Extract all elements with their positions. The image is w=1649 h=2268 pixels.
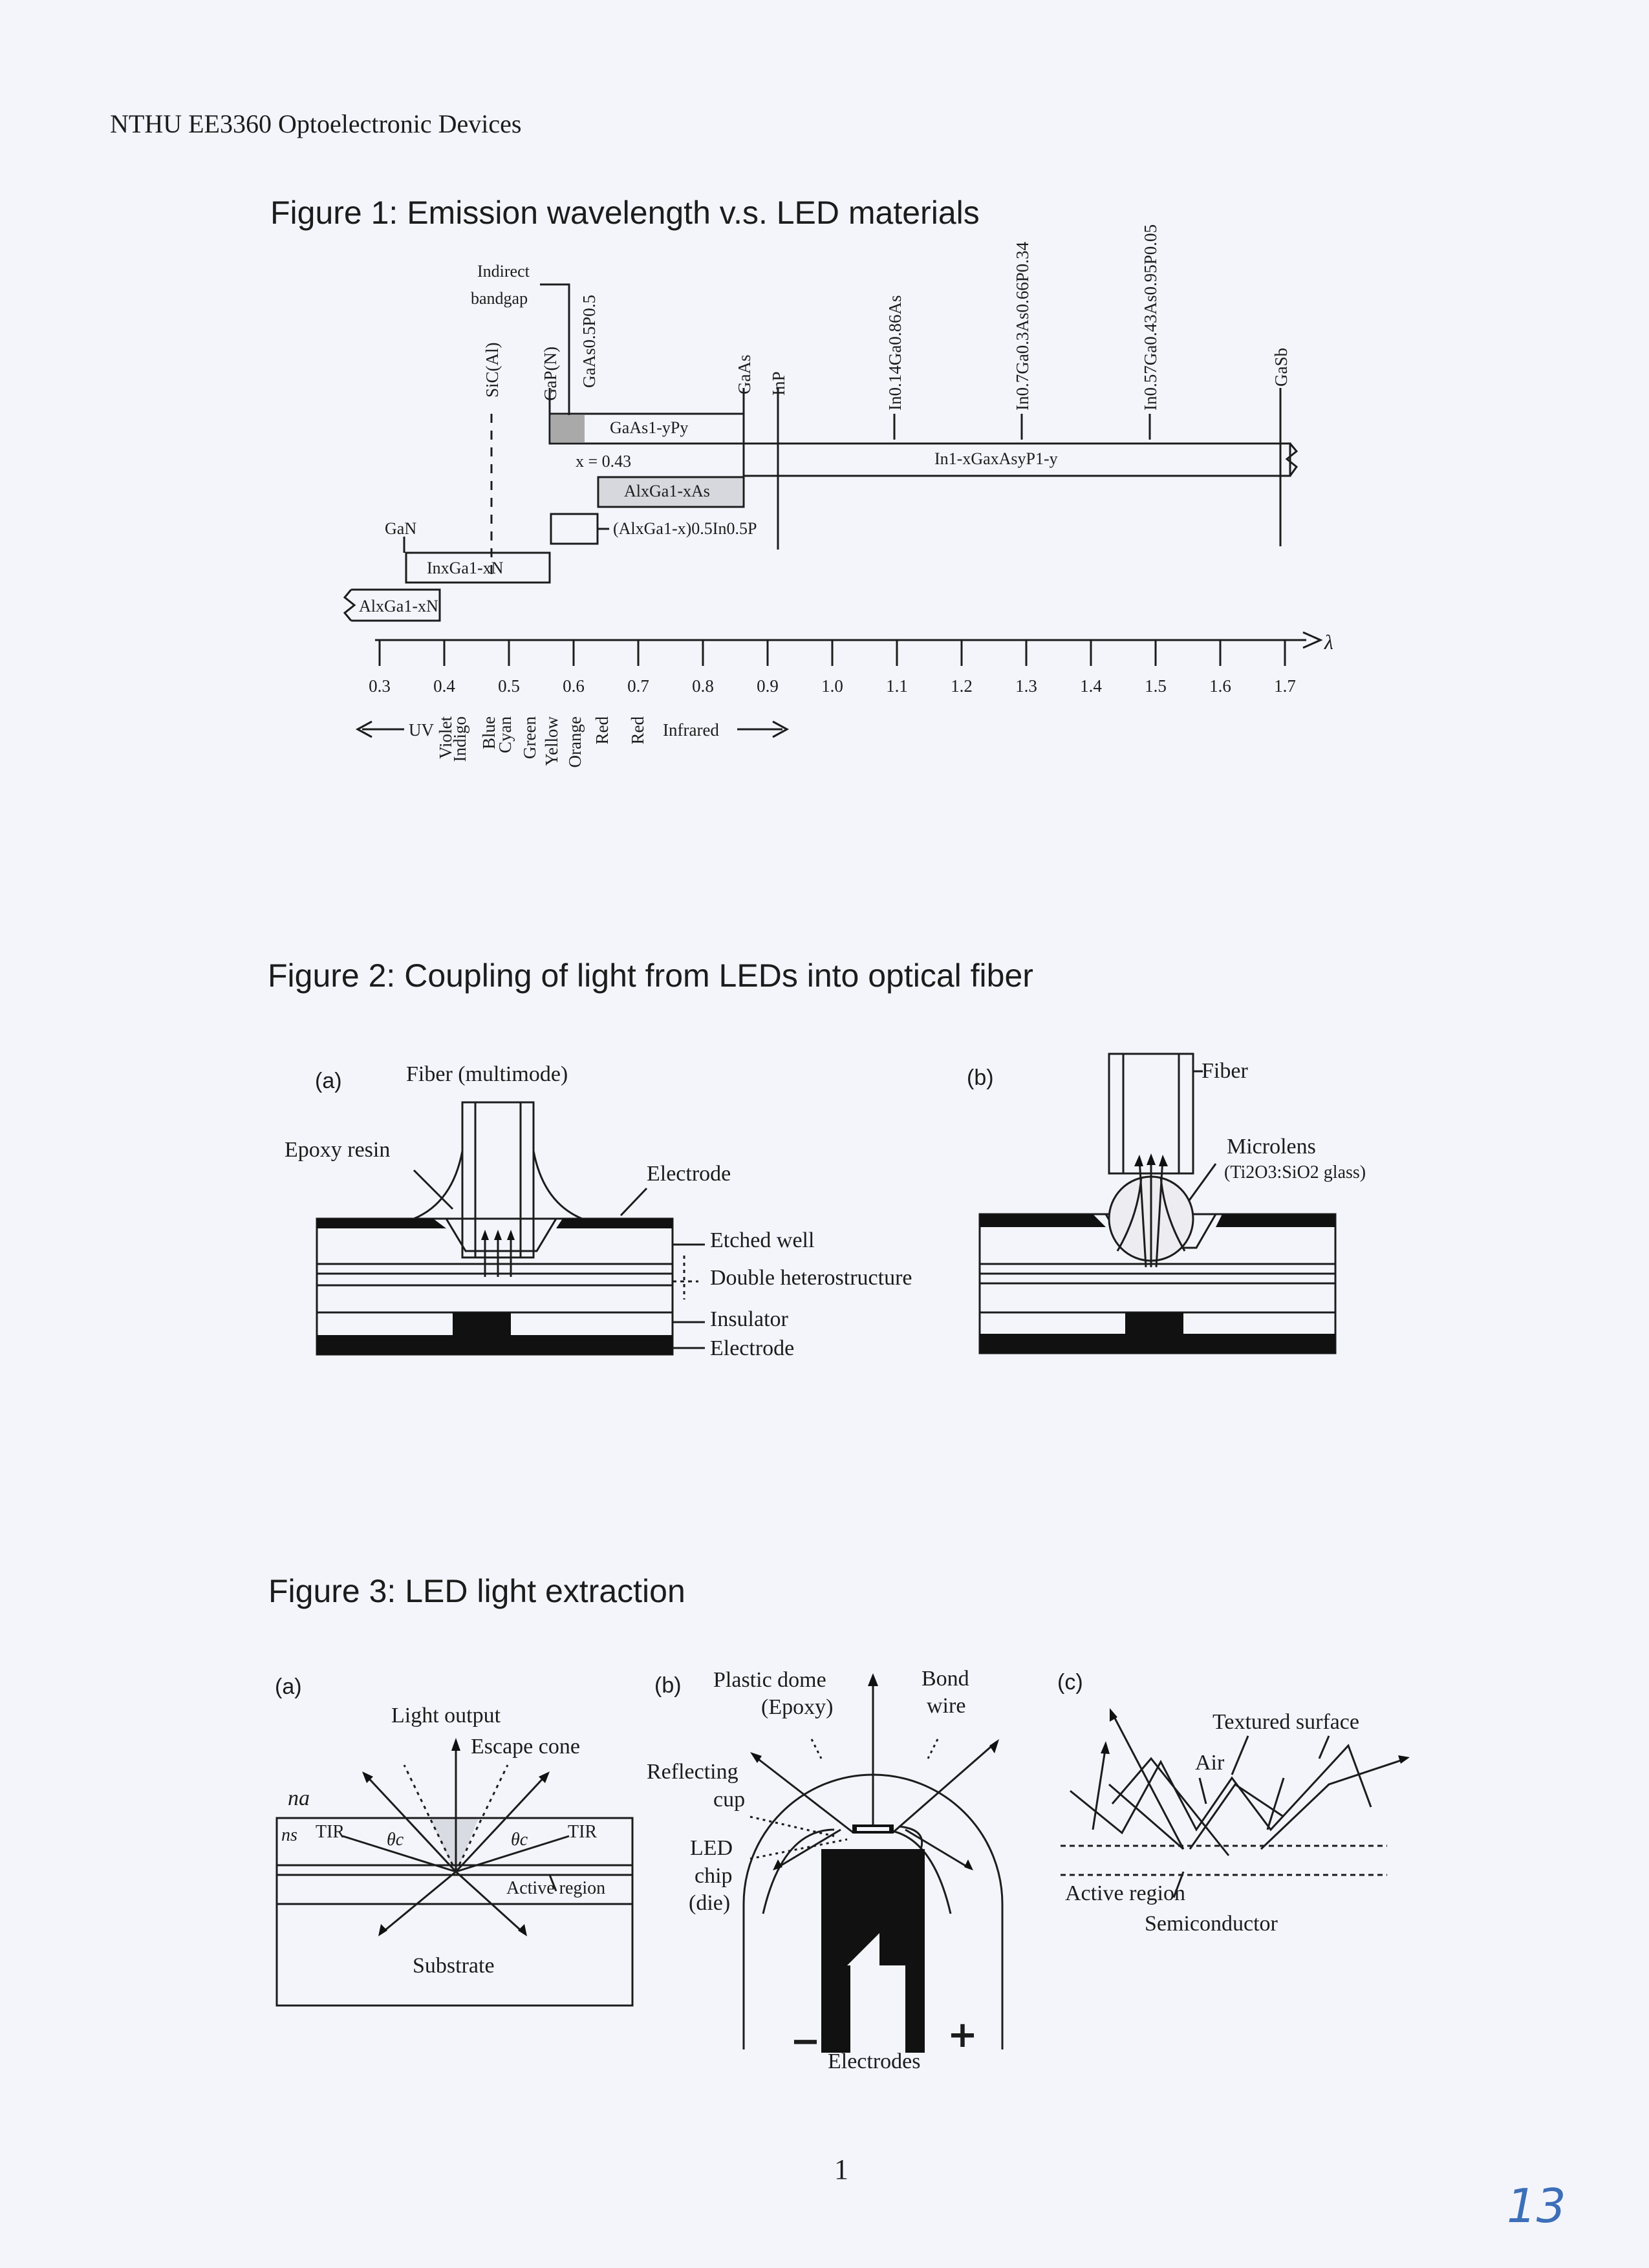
fiber-label: Fiber — [1202, 1059, 1248, 1083]
figure-3-panel-c-label: (c) — [1057, 1670, 1083, 1695]
figure-3-panel-a-label: (a) — [275, 1674, 302, 1699]
indirect-bandgap-label-2: bandgap — [471, 289, 528, 308]
algainp-bar-label: (AlxGa1-x)0.5In0.5P — [613, 519, 757, 538]
axis-tick-label: 1.7 — [1274, 676, 1296, 696]
axis-tick-label: 0.9 — [757, 676, 779, 696]
tir-right-label: TIR — [568, 1822, 598, 1842]
bond-label: Bond — [921, 1667, 969, 1691]
axis-tick-label: 1.1 — [886, 676, 908, 696]
axis-tick-label: 1.5 — [1145, 676, 1167, 696]
reflecting-label: Reflecting — [647, 1760, 738, 1784]
gaas-label: GaAs — [735, 354, 754, 394]
gan-label: GaN — [385, 519, 417, 538]
color-band-label: Violet — [436, 716, 455, 759]
tir-left-label: TIR — [316, 1822, 345, 1842]
plastic-dome-label: Plastic dome — [713, 1668, 826, 1692]
refractive-index-air-label: na — [288, 1786, 310, 1810]
color-band-label: Green — [520, 716, 539, 759]
axis-tick-label: 0.6 — [563, 676, 585, 696]
handwritten-note: 13 — [1507, 2179, 1566, 2233]
color-band-label: Cyan — [495, 716, 515, 753]
figure-3-title: Figure 3: LED light extraction — [268, 1573, 685, 1609]
figure-1-wavelength-chart — [0, 0, 1649, 840]
figure-2-fiber-coupling-diagram — [0, 1022, 1649, 1384]
ingan-bar-label: InxGa1-xN — [427, 559, 504, 577]
x043-label: x = 0.43 — [576, 452, 632, 471]
uv-label: UV — [409, 720, 434, 740]
axis-tick-label: 0.4 — [433, 676, 455, 696]
fiber-multimode-label: Fiber (multimode) — [406, 1062, 568, 1086]
active-region-a-label: Active region — [506, 1878, 606, 1898]
axis-tick-label: 1.2 — [951, 676, 973, 696]
wire-label: wire — [927, 1694, 966, 1718]
escape-cone-label: Escape cone — [471, 1735, 580, 1759]
plus-terminal-label: + — [947, 2014, 978, 2056]
figure-2-title: Figure 2: Coupling of light from LEDs into optical fiber — [268, 957, 1033, 994]
indirect-bandgap-label-1: Indirect — [477, 262, 530, 281]
axis-tick-label: 1.0 — [821, 676, 843, 696]
color-band-label: Yellow — [542, 716, 561, 766]
minus-terminal-label: − — [790, 2020, 821, 2062]
color-band-label: Red — [628, 716, 647, 745]
active-region-c-label: Active region — [1065, 1881, 1185, 1905]
figure-3-light-extraction-diagram — [0, 1655, 1649, 2095]
semiconductor-label: Semiconductor — [1145, 1912, 1278, 1936]
insulator-label: Insulator — [710, 1307, 788, 1331]
critical-angle-right-label: θc — [511, 1830, 528, 1850]
light-output-label: Light output — [391, 1704, 501, 1728]
ingaas-label: In0.14Ga0.86As — [885, 295, 905, 411]
die-label: (die) — [689, 1891, 731, 1915]
axis-tick-label: 0.7 — [627, 676, 649, 696]
critical-angle-left-label: θc — [387, 1830, 404, 1850]
course-header: NTHU EE3360 Optoelectronic Devices — [110, 109, 522, 138]
axis-tick-label: 1.3 — [1015, 676, 1037, 696]
page-number: 1 — [834, 2154, 848, 2185]
cup-label: cup — [713, 1788, 746, 1812]
algan-bar-label: AlxGa1-xN — [359, 597, 438, 615]
textured-surface-label: Textured surface — [1212, 1710, 1359, 1734]
figure-2-panel-a-label: (a) — [315, 1069, 342, 1093]
electrodes-label: Electrodes — [828, 2049, 921, 2073]
color-band-label: Indigo — [450, 716, 469, 762]
lambda-axis-symbol: λ — [1324, 630, 1333, 654]
axis-tick-label: 0.3 — [369, 676, 391, 696]
figure-3-panel-b-label: (b) — [654, 1673, 682, 1698]
double-heterostructure-label: Double heterostructure — [710, 1266, 912, 1290]
gap-label: GaP(N) — [541, 347, 560, 401]
color-band-label: Blue — [479, 716, 499, 749]
axis-tick-label: 1.4 — [1080, 676, 1102, 696]
ingaasp-bar-label: In1-xGaxAsyP1-y — [934, 449, 1058, 468]
epoxy-resin-label: Epoxy resin — [285, 1138, 391, 1162]
gaasp-bar-label: GaAs1-yPy — [610, 418, 689, 437]
epoxy-label: (Epoxy) — [761, 1695, 834, 1719]
inp-label: InP — [769, 371, 788, 396]
microlens-material-label: (Ti2O3:SiO2 glass) — [1224, 1162, 1366, 1182]
sic-label: SiC(Al) — [482, 342, 502, 398]
figure-2-panel-b-label: (b) — [967, 1065, 994, 1090]
color-band-label: Red — [592, 716, 612, 745]
axis-tick-label: 0.8 — [692, 676, 714, 696]
refractive-index-semiconductor-label: ns — [281, 1825, 297, 1845]
electrode-top-label: Electrode — [647, 1162, 731, 1186]
gaasp05-label: GaAs0.5P0.5 — [579, 294, 599, 388]
microlens-label: Microlens — [1227, 1135, 1316, 1159]
axis-tick-label: 1.6 — [1209, 676, 1231, 696]
air-label: Air — [1195, 1751, 1225, 1775]
axis-tick-label: 0.5 — [498, 676, 520, 696]
ingaassbp-label: In0.57Ga0.43As0.95P0.05 — [1141, 224, 1160, 411]
led-label: LED — [690, 1836, 733, 1860]
chip-label: chip — [695, 1864, 733, 1888]
ingaasp-label: In0.7Ga0.3As0.66P0.34 — [1013, 242, 1032, 411]
color-band-label: Orange — [565, 716, 585, 768]
figure-1-title: Figure 1: Emission wavelength v.s. LED materials — [270, 195, 980, 231]
electrode-bottom-label: Electrode — [710, 1336, 795, 1360]
infrared-label: Infrared — [663, 720, 719, 740]
gasb-label: GaSb — [1271, 348, 1291, 387]
etched-well-label: Etched well — [710, 1228, 815, 1252]
algaas-bar-label: AlxGa1-xAs — [624, 482, 710, 500]
substrate-label: Substrate — [413, 1954, 495, 1978]
